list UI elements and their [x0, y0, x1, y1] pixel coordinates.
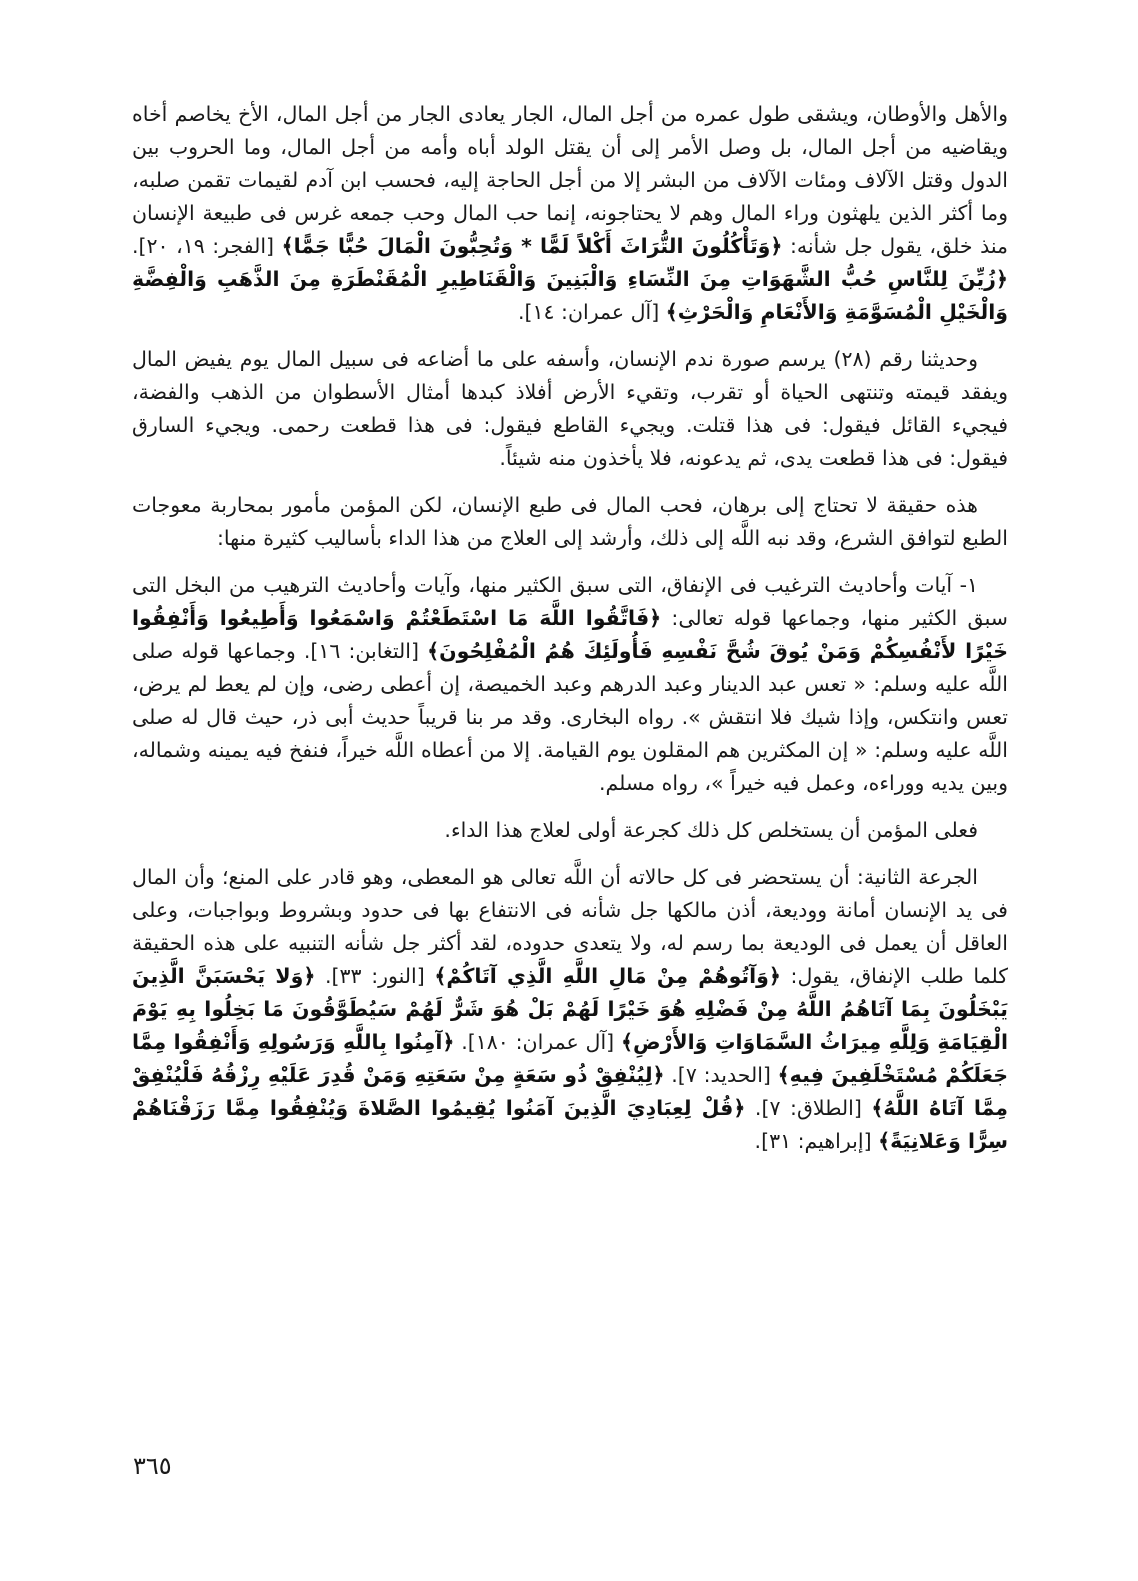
verse-reference: [الطلاق: ٧]. — [745, 1096, 872, 1120]
verse-reference: [آل عمران: ١٨٠]. — [454, 1030, 621, 1054]
paragraph-4 — [132, 569, 1008, 800]
paragraph-5 — [132, 814, 1008, 847]
page-number: ٣٦٥ — [133, 1452, 172, 1480]
quran-verse: ﴿لِيُنْفِقْ ذُو سَعَةٍ مِنْ سَعَتِهِ وَمَنْ قُدِرَ عَلَيْهِ رِزْقُهُ فَلْيُنْفِقْ مِمَّا آتَاهُ اللَّهُ﴾ — [132, 1063, 1009, 1120]
quran-verse: ﴿وَآتُوهُمْ مِنْ مَالِ اللَّهِ الَّذِي آتَاكُمْ﴾ — [434, 964, 781, 988]
paragraph-text: فعلى المؤمن أن يستخلص كل ذلك كجرعة أولى لعلاج هذا الداء. — [444, 818, 978, 842]
verse-reference: [الفجر: ١٩، ٢٠]. — [132, 234, 282, 258]
paragraph-text: والأهل والأوطان، ويشقى طول عمره من أجل المال، الجار يعادى الجار من أجل المال، الأخ يخاصم أخاه ويقاضيه من أجل المال، بل وصل الأمر إلى أن يقتل الولد أباه وأمه من أجل المال، وما الحروب بين الدول وقتل الآلاف ومئات الآلاف من البشر إلا من أجل الحاجة إليه، فحسب ابن آدم لقيمات تقمن صلبه، وما أكثر الذين يلهثون وراء المال وهم لا يحتاجونه، إنما حب المال وحب جمعه غرس فى طبيعة الإنسان منذ خلق، يقول جل شأنه: — [132, 102, 1009, 258]
paragraph-text: الجرعة الثانية: أن يستحضر فى كل حالاته أن اللَّه تعالى هو المعطى، وهو قادر على المنع؛ وأن المال فى يد الإنسان أمانة ووديعة، أذن مالكها جل شأنه فى الانتفاع بها فى حدود وبشروط وبواجبات، وعلى العاقل أن يعمل فى الوديعة بما رسم له، ولا يتعدى حدوده، لقد أكثر جل شأنه التنبيه على هذه الحقيقة كلما طلب الإنفاق، يقول: — [132, 865, 1009, 988]
verse-reference: [إبراهيم: ٣١]. — [754, 1129, 879, 1153]
paragraph-text: ١- آيات وأحاديث الترغيب فى الإنفاق، التى سبق الكثير منها، وآيات وأحاديث الترهيب من البخل التى سبق الكثير منها، وجماعها قوله تعالى: — [132, 573, 1008, 630]
verse-reference: [النور: ٣٣]. — [315, 964, 435, 988]
verse-reference: [الحديد: ٧]. — [664, 1063, 778, 1087]
quran-verse: ﴿قُلْ لِعِبَادِيَ الَّذِينَ آمَنُوا يُقِيمُوا الصَّلاةَ وَيُنْفِقُوا مِمَّا رَزَقْنَاهُمْ سِرًّا وَعَلانِيَةً﴾ — [132, 1096, 1008, 1153]
paragraph-3 — [132, 489, 1008, 555]
quran-verse: ﴿وَتَأْكُلُونَ التُّرَاثَ أَكْلاً لَمًّا * وَتُحِبُّونَ الْمَالَ حُبًّا جَمًّا﴾ — [281, 234, 783, 258]
quran-verse: ﴿فَاتَّقُوا اللَّهَ مَا اسْتَطَعْتُمْ وَاسْمَعُوا وَأَطِيعُوا وَأَنْفِقُوا خَيْرًا لأَنْفُسِكُمْ وَمَنْ يُوقَ شُحَّ نَفْسِهِ فَأُولَئِكَ هُمُ الْمُفْلِحُونَ﴾ — [132, 606, 1008, 663]
page-body — [132, 98, 1008, 1158]
paragraph-text: هذه حقيقة لا تحتاج إلى برهان، فحب المال فى طبع الإنسان، لكن المؤمن مأمور بمحاربة معوجات الطبع لتوافق الشرع، وقد نبه اللَّه إلى ذلك، وأرشد إلى العلاج من هذا الداء بأساليب كثيرة منها: — [132, 493, 1008, 550]
quran-verse: ﴿آمِنُوا بِاللَّهِ وَرَسُولِهِ وَأَنْفِقُوا مِمَّا جَعَلَكُمْ مُسْتَخْلَفِينَ فِيهِ﴾ — [132, 1030, 1008, 1087]
quran-verse: ﴿زُيِّنَ لِلنَّاسِ حُبُّ الشَّهَوَاتِ مِنَ النِّسَاءِ وَالْبَنِينَ وَالْقَنَاطِيرِ الْمُقَنْطَرَةِ مِنَ الذَّهَبِ وَالْفِضَّةِ وَالْخَيْلِ الْمُسَوَّمَةِ وَالأَنْعَامِ وَالْحَرْثِ﴾ — [132, 267, 1008, 324]
paragraph-text: [التغابن: ١٦]. وجماعها قوله صلى اللَّه عليه وسلم: « تعس عبد الدينار وعبد الدرهم وعبد الخميصة، إن أعطى رضى، وإن لم يعط لم يرض، تعس وانتكس، وإذا شيك فلا انتقش ». رواه البخارى. وقد مر بنا قريباً حديث أبى ذر، حيث قال له صلى اللَّه عليه وسلم: « إن المكثرين هم المقلون يوم القيامة. إلا من أعطاه اللَّه خيراً، فنفخ فيه يمينه وشماله، وبين يديه ووراءه، وعمل فيه خيراً »، رواه مسلم. — [132, 639, 1008, 795]
paragraph-text: وحديثنا رقم (٢٨) يرسم صورة ندم الإنسان، وأسفه على ما أضاعه فى سبيل المال يوم يفيض المال ويفقد قيمته وتنتهى الحياة أو تقرب، وتقيء الأرض أفلاذ كبدها أمثال الأسطوان من الذهب والفضة، فيجيء القائل فيقول: فى هذا قتلت. ويجيء القاطع فيقول: فى هذا قطعت رحمى. ويجيء السارق فيقول: فى هذا قطعت يدى، ثم يدعونه، فلا يأخذون منه شيئاً. — [132, 347, 1008, 470]
paragraph-6 — [132, 861, 1008, 1158]
quran-verse: ﴿وَلا يَحْسَبَنَّ الَّذِينَ يَبْخَلُونَ بِمَا آتَاهُمُ اللَّهُ مِنْ فَضْلِهِ هُوَ خَيْرًا لَهُمْ بَلْ هُوَ شَرٌّ لَهُمْ سَيُطَوَّقُونَ مَا بَخِلُوا بِهِ يَوْمَ الْقِيَامَةِ وَلِلَّهِ مِيرَاثُ السَّمَاوَاتِ وَالأَرْضِ﴾ — [132, 964, 1009, 1054]
paragraph-1 — [132, 98, 1008, 329]
verse-reference: [آل عمران: ١٤]. — [517, 300, 666, 324]
paragraph-2 — [132, 343, 1008, 475]
